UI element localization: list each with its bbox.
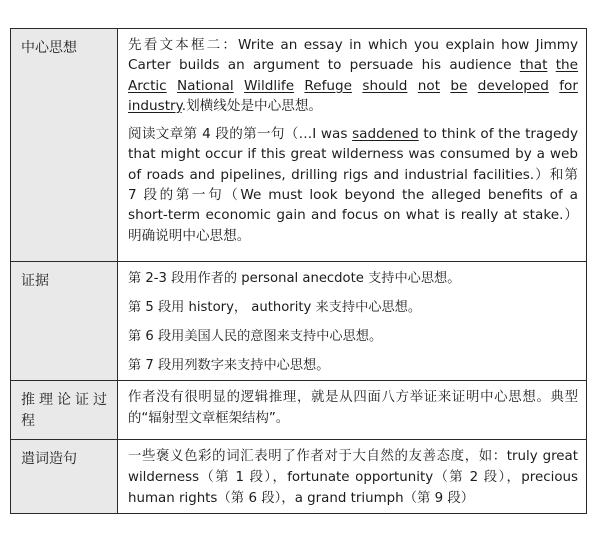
reasoning-text: 作者没有很明显的逻辑推理，就是从四面八方举证来证明中心思想。典型的“辐射型文章框架结构”。 <box>128 390 578 426</box>
evidence-part-a: 阅读文章第 4 段的第一句（…I was <box>128 126 348 143</box>
row-central-idea <box>11 29 587 262</box>
row-content <box>118 262 587 381</box>
underlined-word: should <box>362 77 408 94</box>
underlined-word: be <box>450 77 468 94</box>
row-label: 证据 <box>11 262 118 381</box>
row-label: 中心思想 <box>11 29 118 262</box>
row-evidence <box>11 262 587 381</box>
row-reasoning <box>11 381 587 440</box>
prompt-tail: .划横线处是中心思想。 <box>181 97 323 114</box>
underlined-word: for <box>559 77 578 94</box>
underlined-word: Refuge <box>304 77 353 94</box>
underlined-word: industry <box>128 97 182 114</box>
row-label: 推理论证过程 <box>11 381 118 440</box>
underlined-word: not <box>417 77 441 94</box>
wording-text: 一些褒义色彩的词汇表明了作者对于大自然的友善态度，如：truly great wilderness（第 1 段），fortunate opportunity（第 2 段），precious human rights（第 6 段），a grand triumph（第 9 段） <box>128 449 578 506</box>
row-content <box>118 29 587 262</box>
evidence-paragraph <box>128 124 578 246</box>
underlined-word: developed <box>477 77 549 94</box>
row-label: 遣词造句 <box>11 440 118 514</box>
evidence-line: 第 2-3 段用作者的 personal anecdote 支持中心思想。 <box>128 271 461 286</box>
evidence-line: 第 6 段用美国人民的意图来支持中心思想。 <box>128 329 383 344</box>
underlined-word: that <box>519 57 548 74</box>
prompt-lead: 先看文本框二：Write an essay in which you explain how Jimmy Carter builds an argument to persuade his audience <box>128 37 578 74</box>
underlined-word: Arctic <box>128 77 167 94</box>
evidence-part-b: to think of the tragedy that might occur if this great wilderness was consumed by a web of roads and pipelines, drilling rigs and industrial facilities.）和第 7 段的第一句（We must look beyond the alleged benefits of a short-term economic gain and focus on what is really at stake.）明确说明中心思想。 <box>128 126 578 244</box>
underlined-word: National <box>177 77 234 94</box>
row-content <box>118 381 587 440</box>
prompt-paragraph <box>128 35 578 116</box>
row-content <box>118 440 587 514</box>
evidence-line: 第 7 段用列数字来支持中心思想。 <box>128 358 330 373</box>
evidence-line: 第 5 段用 history， authority 来支持中心思想。 <box>128 300 422 315</box>
row-wording <box>11 440 587 514</box>
underlined-word: the <box>555 57 579 74</box>
underlined-word: Wildlife <box>244 77 295 94</box>
analysis-table <box>10 28 587 514</box>
underlined-word: saddened <box>352 126 419 143</box>
